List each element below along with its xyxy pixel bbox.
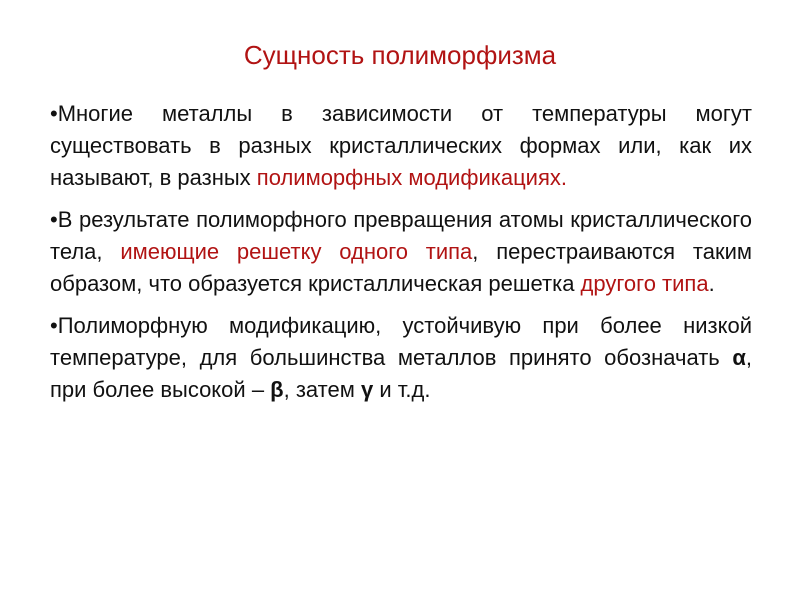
highlighted-term: полиморфных модификациях. [256, 165, 567, 190]
highlighted-term: имеющие решетку одного типа [120, 239, 473, 264]
paragraph-text: , перестраиваются таким образом, что образуется кристаллическая решетка [50, 239, 752, 296]
bullet-marker: • [50, 101, 58, 126]
paragraph-text: Многие металлы в зависимости от температуры могут существовать в разных кристаллических формах или, как их называют, в разных [50, 101, 752, 190]
slide-content [50, 98, 752, 416]
bullet-paragraph-2 [50, 204, 752, 300]
paragraph-text: и т.д. [373, 377, 431, 402]
bullet-paragraph-1 [50, 98, 752, 194]
paragraph-text: , при более высокой – [50, 345, 752, 402]
bullet-marker: • [50, 313, 58, 338]
bullet-paragraph-3 [50, 310, 752, 406]
bullet-marker: • [50, 207, 58, 232]
paragraph-text: , затем [283, 377, 361, 402]
paragraph-text: В результате полиморфного превращения атомы кристаллического тела, [50, 207, 752, 264]
greek-beta: β [270, 377, 284, 402]
highlighted-term: другого типа [580, 271, 709, 296]
paragraph-text: Полиморфную модификацию, устойчивую при более низкой температуре, для большинства металлов принято обозначать [50, 313, 752, 370]
paragraph-text: . [708, 271, 715, 296]
greek-gamma: γ [360, 377, 374, 402]
slide-title: Сущность полиморфизма [243, 40, 557, 70]
greek-alpha: α [732, 345, 746, 370]
